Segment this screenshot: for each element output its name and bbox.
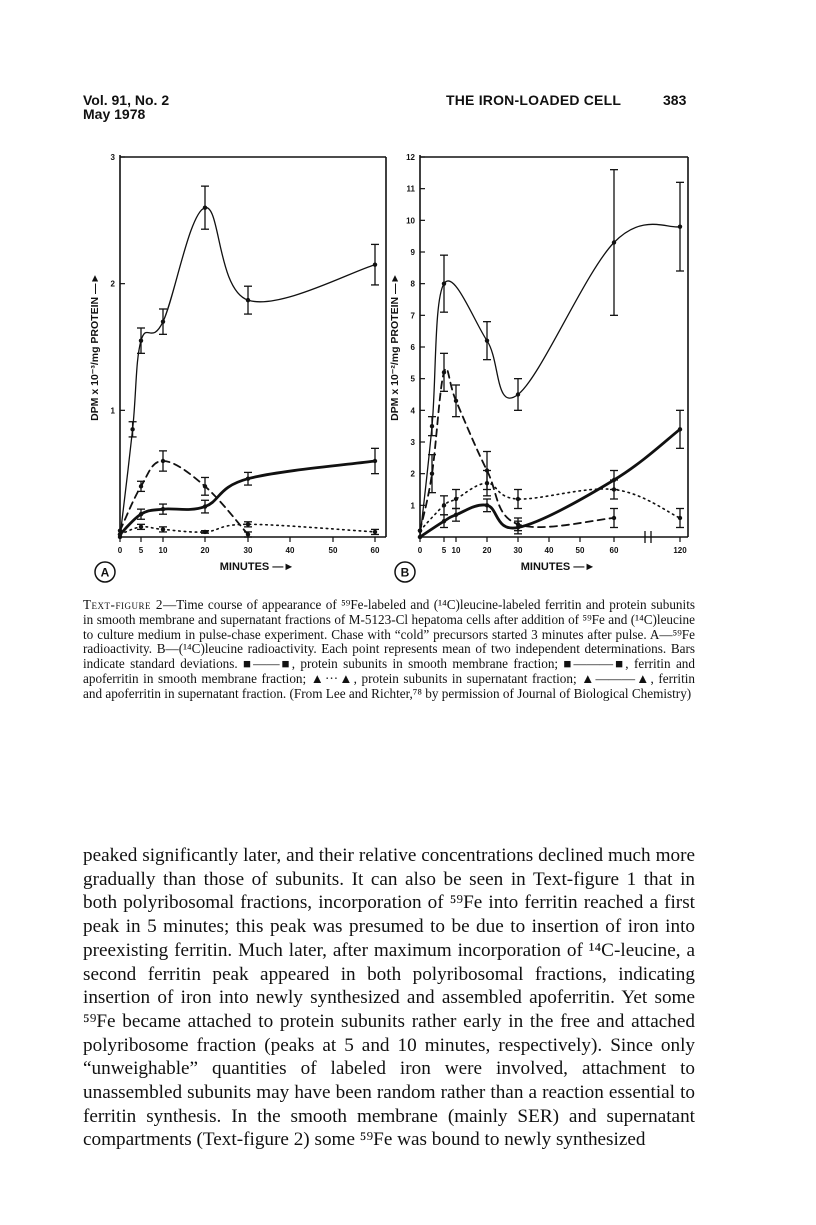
data-point <box>139 338 143 342</box>
data-point <box>678 516 682 520</box>
data-point <box>246 298 250 302</box>
data-point <box>430 471 434 475</box>
data-point <box>203 205 207 209</box>
data-point <box>161 527 165 531</box>
y-tick-label: 12 <box>406 153 415 162</box>
y-tick-label: 3 <box>110 153 115 162</box>
journal-date: May 1978 <box>83 106 146 122</box>
data-point <box>161 459 165 463</box>
x-tick-label: 60 <box>370 546 380 555</box>
x-tick-label: 40 <box>285 546 295 555</box>
data-point <box>130 427 134 431</box>
y-tick-label: 1 <box>110 406 115 416</box>
x-tick-label: 0 <box>117 546 123 555</box>
y-tick-label: 2 <box>410 469 415 479</box>
y-axis-label: DPM x 10⁻³/mg PROTEIN —► <box>89 273 101 421</box>
x-tick-label: 5 <box>138 546 144 555</box>
data-point <box>485 481 489 485</box>
y-tick-label: 2 <box>110 279 115 289</box>
data-point <box>246 532 250 536</box>
y-tick-label: 11 <box>406 184 415 194</box>
series-line-solid-thin <box>120 208 375 537</box>
text-figure-2 <box>0 0 816 600</box>
data-point <box>139 484 143 488</box>
y-tick-label: 1 <box>410 501 415 511</box>
data-point <box>118 528 122 532</box>
x-tick-label: 30 <box>513 546 523 555</box>
series-line-dotted <box>420 483 680 531</box>
figure-caption <box>83 598 695 702</box>
x-tick-label: 60 <box>609 546 619 555</box>
journal-volume: Vol. 91, No. 2 <box>83 92 170 108</box>
x-tick-label: 120 <box>673 546 687 555</box>
x-tick-label: 50 <box>575 546 585 555</box>
x-axis-label: MINUTES —► <box>520 561 596 573</box>
data-point <box>418 528 422 532</box>
data-point <box>430 424 434 428</box>
panel-a-chart <box>89 153 386 582</box>
data-point <box>373 262 377 266</box>
data-point <box>203 484 207 488</box>
data-point <box>678 427 682 431</box>
data-point <box>442 281 446 285</box>
x-tick-label: 5 <box>441 546 447 555</box>
data-point <box>454 513 458 517</box>
series-line-dashed <box>120 461 248 535</box>
data-point <box>454 497 458 501</box>
data-point <box>612 516 616 520</box>
data-point <box>442 503 446 507</box>
body-paragraph-text: peaked significantly later, and their relative concentrations declined much more gradually than those of subunits. It can also be seen in Text-figure 1 that in both polyribosomal fractions, incorporation of ⁵⁹Fe into ferritin reached a first peak in 5 minutes; this peak was presumed to be due to insertion of iron into preexisting ferritin. Much later, after maximum incorporation of ¹⁴C-leucine, a second ferritin peak appeared in both polyribosomal fractions, indicating insertion of iron into newly synthesized and assembled apoferritin. Yet some ⁵⁹Fe became attached to protein subunits rather early in the free and attached polyribosome fraction (peaks at 5 and 10 minutes, respectively). Since only “unweighable” quantities of labeled iron were involved, attachment to unassembled subunits may have been random rather than a reaction essential to ferritin synthesis. In the smooth membrane (mainly SER) and supernatant compartments (Text-figure 2) some ⁵⁹Fe was bound to newly synthesized <box>83 845 695 1151</box>
y-tick-label: 3 <box>410 438 415 447</box>
data-point <box>203 504 207 508</box>
data-point <box>161 507 165 511</box>
data-point <box>246 522 250 526</box>
data-point <box>139 525 143 529</box>
x-tick-label: 20 <box>482 546 492 555</box>
data-point <box>161 319 165 323</box>
data-point <box>516 522 520 526</box>
y-tick-label: 7 <box>410 311 415 321</box>
data-point <box>203 530 207 534</box>
data-point <box>118 532 122 536</box>
x-axis-label: MINUTES —► <box>219 561 295 573</box>
x-tick-label: 10 <box>158 546 168 555</box>
data-point <box>442 519 446 523</box>
data-point <box>612 487 616 491</box>
data-point <box>454 399 458 403</box>
running-title: THE IRON-LOADED CELL <box>446 92 622 108</box>
x-tick-label: 10 <box>451 546 461 555</box>
x-tick-label: 20 <box>200 546 210 555</box>
x-tick-label: 30 <box>243 546 253 555</box>
y-tick-label: 10 <box>406 216 415 226</box>
y-tick-label: 8 <box>410 279 415 289</box>
caption-lead: Text-figure 2 <box>83 597 163 612</box>
data-point <box>612 240 616 244</box>
y-tick-label: 9 <box>410 248 415 257</box>
data-point <box>139 512 143 516</box>
data-point <box>485 503 489 507</box>
data-point <box>373 459 377 463</box>
data-point <box>678 224 682 228</box>
data-point <box>418 535 422 539</box>
data-point <box>373 530 377 534</box>
x-tick-label: 50 <box>328 546 338 555</box>
x-tick-label: 40 <box>544 546 554 555</box>
data-point <box>442 370 446 374</box>
y-tick-label: 5 <box>410 374 415 384</box>
data-point <box>516 497 520 501</box>
data-point <box>246 477 250 481</box>
page-number: 383 <box>663 92 687 108</box>
panel-b-chart <box>389 153 688 582</box>
data-point <box>485 338 489 342</box>
panel-label: B <box>400 565 410 580</box>
y-tick-label: 6 <box>410 343 415 352</box>
x-tick-label: 0 <box>417 546 423 555</box>
panel-label: A <box>100 565 110 580</box>
body-paragraph <box>83 844 695 1152</box>
y-tick-label: 4 <box>410 406 415 416</box>
caption-text: —Time course of appearance of ⁵⁹Fe-labeled and (¹⁴C)leucine-labeled ferritin and protein subunits in smooth membrane and supernatant fractions of M-5123-Cl hepatoma cells after addition of ⁵⁹Fe and (¹⁴C)leucine to culture medium in pulse-chase experiment. Chase with “cold” precursors started 3 minutes after pulse. A—⁵⁹Fe radioactivity. B—(¹⁴C)leucine radioactivity. Each point represents mean of two independent determinations. Bars indicate standard deviations. ■——■, protein subunits in smooth membrane fraction; ■———■, ferritin and apoferritin in smooth membrane fraction; ▲···▲, protein subunits in supernatant fraction; ▲———▲, ferritin and apoferritin in supernatant fraction. (From Lee and Richter,⁷⁸ by permission of Journal of Biological Chemistry) <box>83 597 695 701</box>
y-axis-label: DPM x 10⁻²/mg PROTEIN —► <box>389 273 401 421</box>
data-point <box>516 392 520 396</box>
